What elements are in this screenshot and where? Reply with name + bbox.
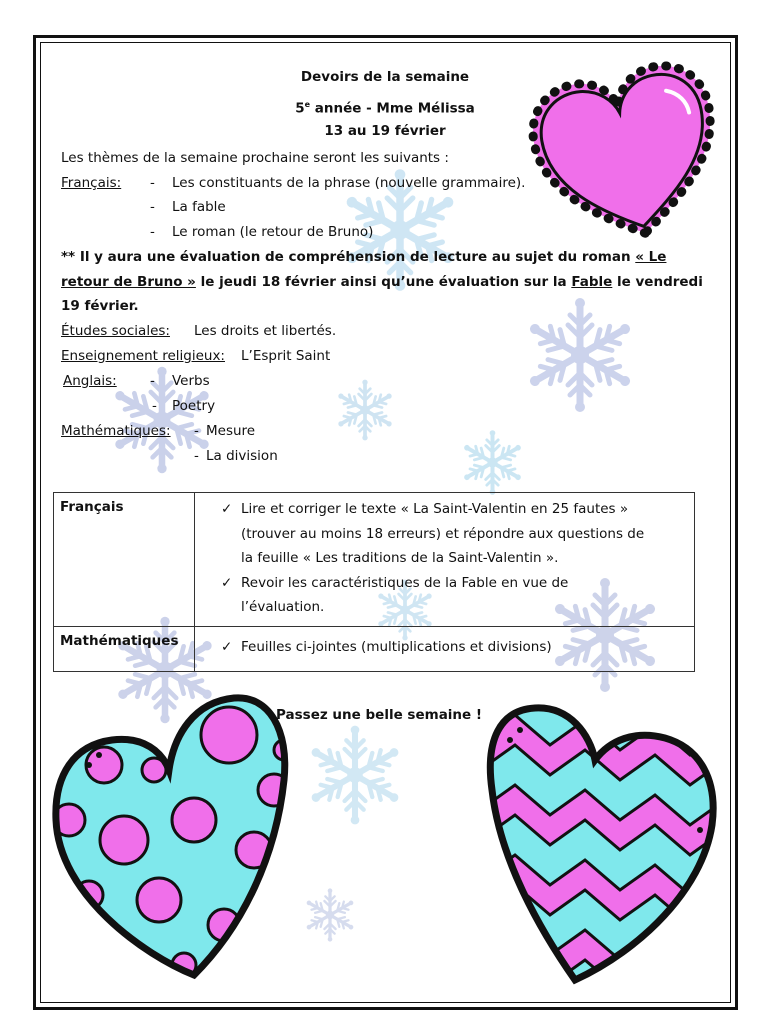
checkmark-icon: ✓ (221, 501, 233, 517)
table-row (54, 626, 695, 671)
anglais-item: Poetry (172, 398, 216, 414)
dash: - (194, 448, 199, 464)
task-item (221, 635, 682, 660)
heart-decoration-bottom-right (480, 700, 725, 985)
grade-number: 5 (295, 100, 305, 117)
tasks-cell (195, 626, 695, 671)
dash: - (150, 175, 155, 191)
tasks-cell (195, 493, 695, 627)
grade-superscript: e (304, 100, 311, 109)
francais-item: Le roman (le retour de Bruno) (172, 224, 374, 240)
evaluation-note-line1 (61, 248, 666, 266)
francais-item: Les constituants de la phrase (nouvelle grammaire). (172, 175, 526, 191)
table-row (54, 493, 695, 627)
anglais-label: Anglais: (63, 373, 117, 389)
evaluation-note-line3: 19 février. (61, 298, 139, 314)
maths-label: Mathématiques: (61, 423, 171, 439)
note-novel-title: « Le (635, 249, 667, 265)
maths-item: La division (206, 448, 278, 464)
note-text: ** Il y aura une évaluation de compréhension de lecture au sujet du roman (61, 249, 636, 265)
homework-table (53, 492, 695, 672)
francais-label: Français: (61, 175, 122, 191)
checkmark-icon: ✓ (221, 574, 233, 591)
task-line: Revoir les caractéristiques de la Fable en vue de (241, 574, 569, 591)
heart-decoration-bottom-left (44, 690, 296, 980)
grade-teacher (200, 96, 570, 118)
maths-item: Mesure (206, 423, 256, 439)
dash: - (152, 398, 157, 414)
subject-cell: Mathématiques (54, 626, 195, 671)
closing-message: Passez une belle semaine ! (276, 707, 483, 723)
task-line: l’évaluation. (241, 599, 325, 615)
etudes-label: Études sociales: (61, 323, 170, 339)
anglais-item: Verbs (172, 373, 210, 389)
task-item (221, 497, 682, 571)
religion-label: Enseignement religieux: (61, 348, 225, 364)
subject-cell: Français (54, 493, 195, 627)
religion-value: L’Esprit Saint (241, 348, 331, 364)
page-title: Devoirs de la semaine (300, 69, 470, 85)
note-fable: Fable (571, 274, 613, 290)
note-text: le jeudi 18 février ainsi qu’une évaluation sur la (195, 274, 572, 290)
dash: - (150, 224, 155, 240)
week-dates: 13 au 19 février (324, 123, 446, 139)
evaluation-note-line2 (61, 273, 703, 291)
dash: - (150, 199, 155, 215)
note-novel-title: retour de Bruno » (61, 274, 196, 290)
dash: - (150, 373, 155, 389)
checkmark-icon: ✓ (221, 638, 233, 655)
grade-teacher-text: année - Mme Mélissa (310, 100, 475, 117)
dash: - (194, 423, 199, 439)
heart-decoration-top-right (528, 60, 728, 245)
francais-item: La fable (172, 199, 226, 215)
intro-text: Les thèmes de la semaine prochaine seront les suivants : (61, 150, 449, 166)
note-text: le vendredi (612, 274, 703, 290)
task-line: la feuille « Les traditions de la Saint-Valentin ». (241, 550, 559, 566)
task-line: Lire et corriger le texte « La Saint-Valentin en 25 fautes » (241, 501, 629, 517)
etudes-value: Les droits et libertés. (194, 323, 337, 339)
task-line: (trouver au moins 18 erreurs) et répondre aux questions de (241, 525, 645, 542)
task-item (221, 571, 682, 620)
task-line: Feuilles ci-jointes (multiplications et divisions) (241, 638, 552, 655)
